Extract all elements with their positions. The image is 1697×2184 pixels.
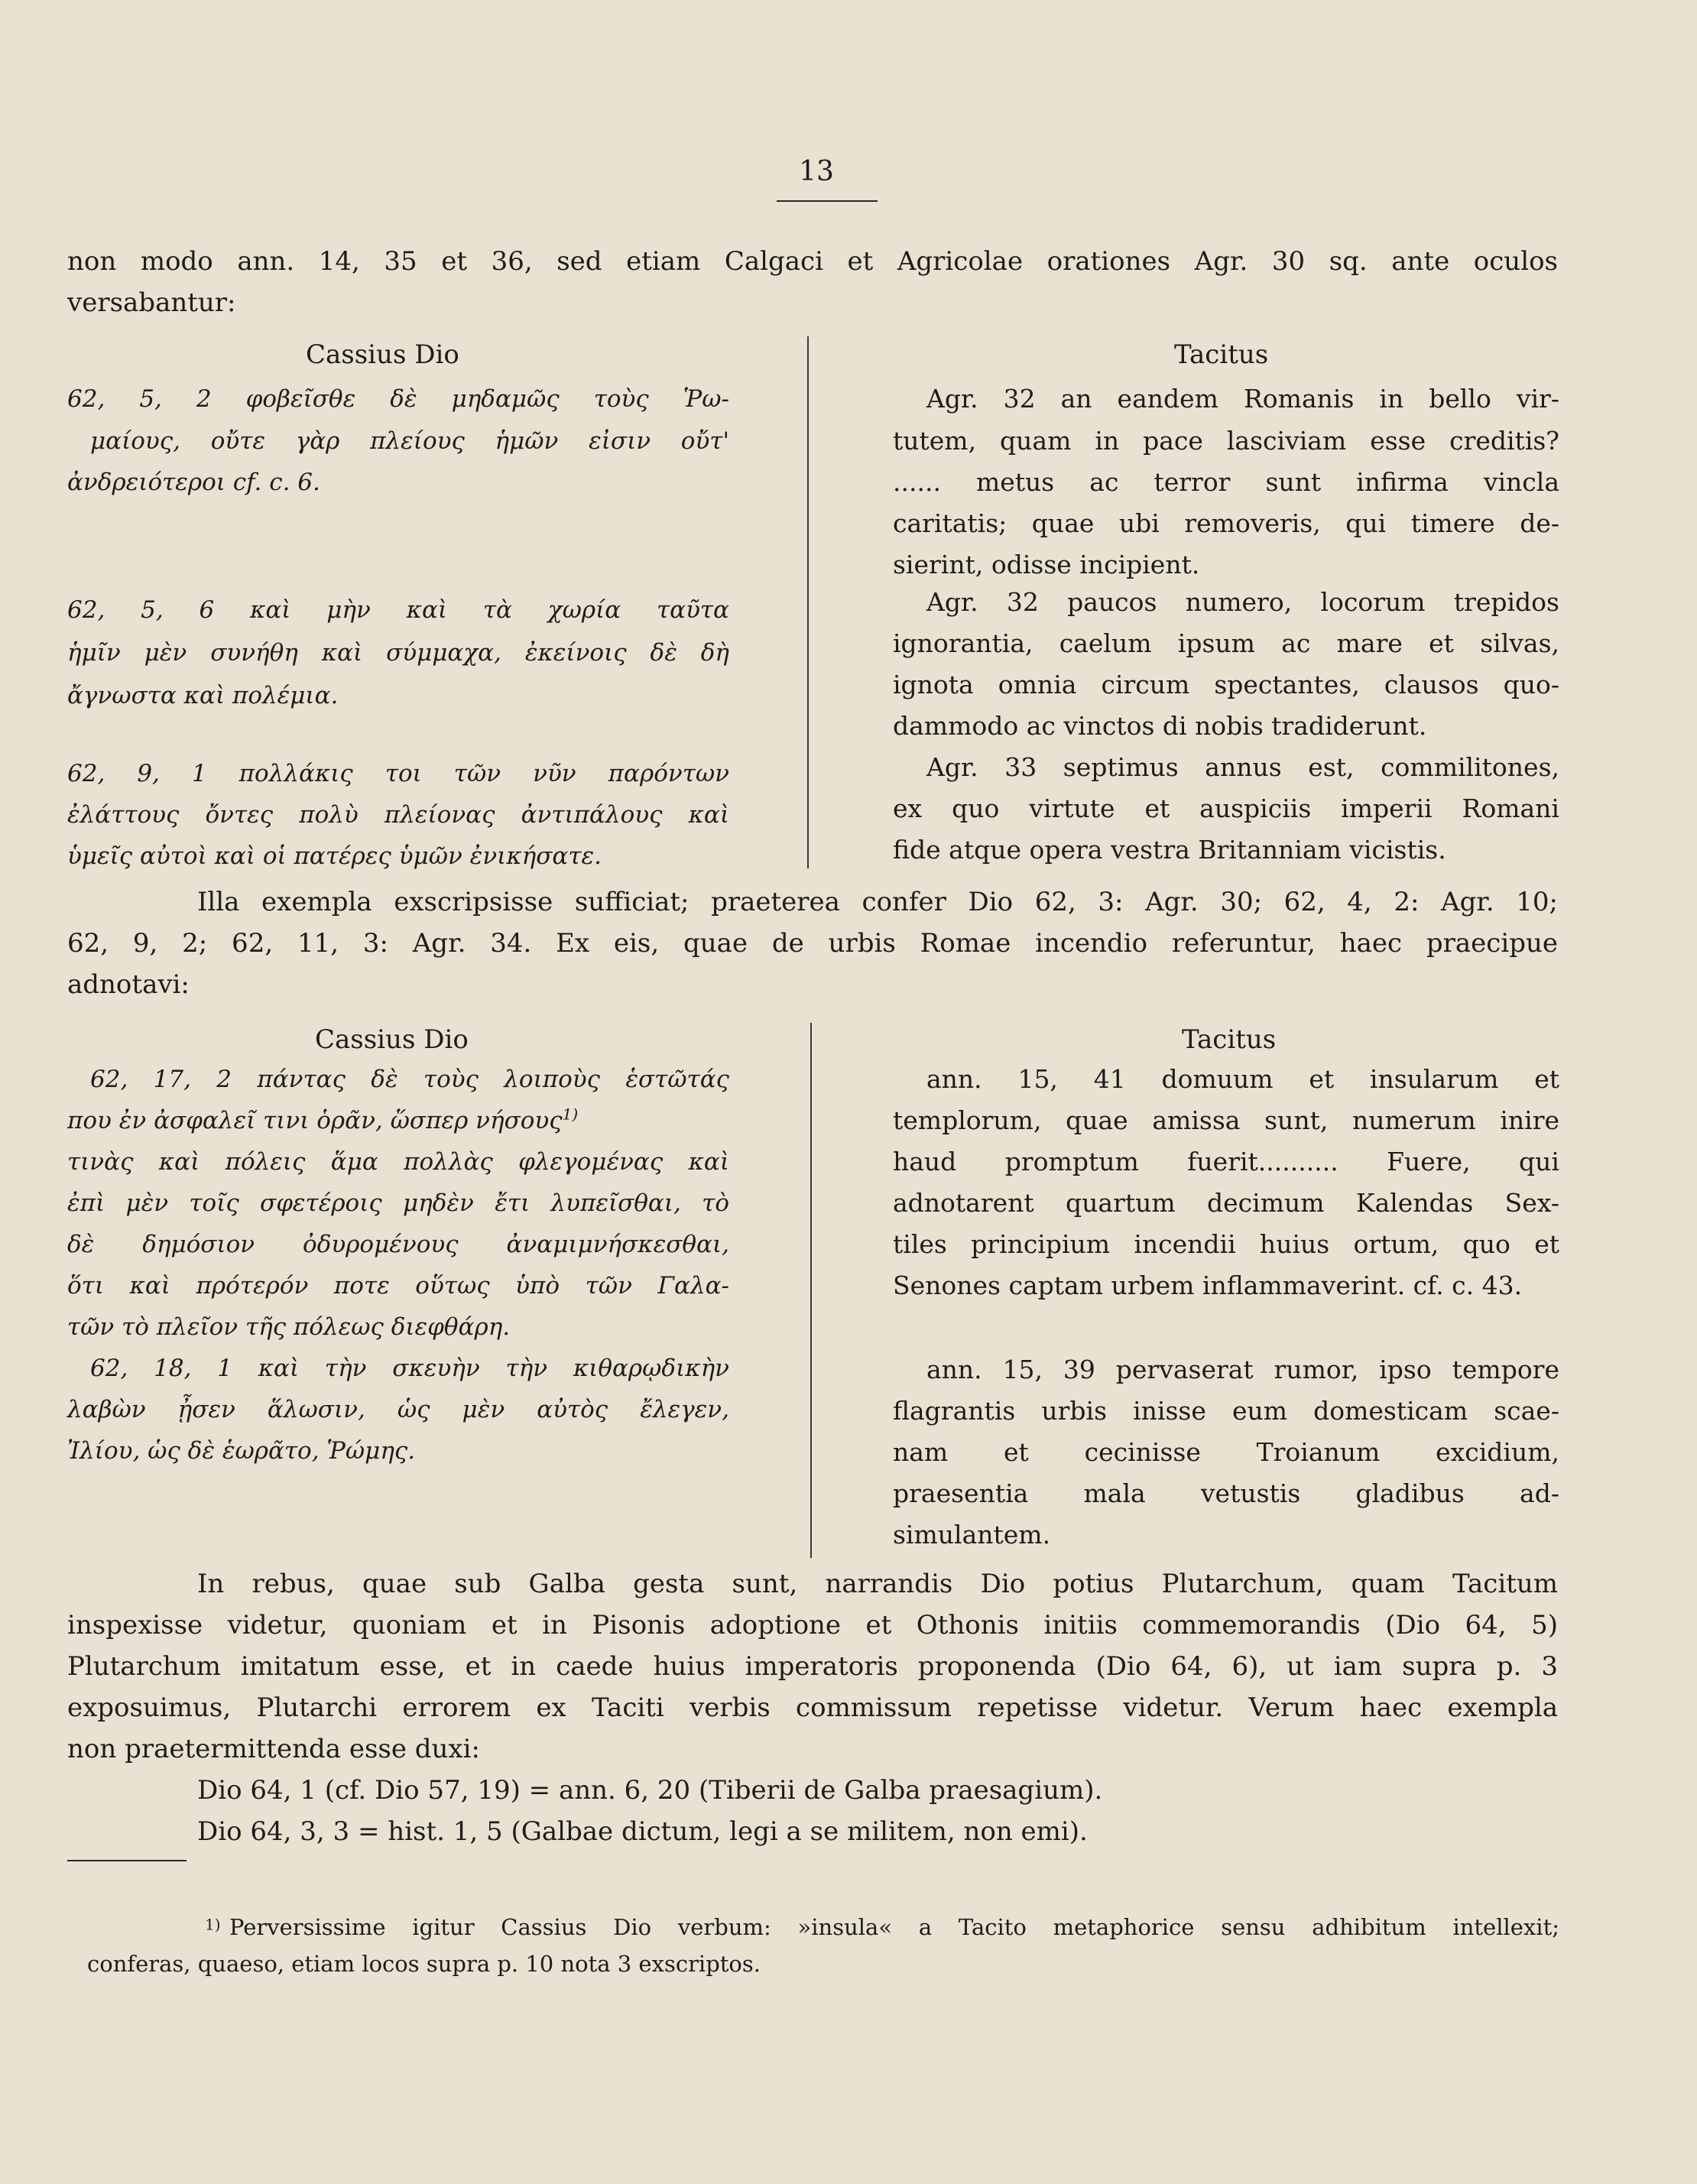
left-heading-dio-2: Cassius Dio (315, 1024, 469, 1055)
intro-line-2: versabantur: (67, 287, 236, 318)
latin-line: tiles principium incendii huius ortum, quo et (893, 1229, 1559, 1259)
footnote-line-2: conferas, quaeso, etiam locos supra p. 10 nota 3 exscriptos. (87, 1951, 761, 1977)
greek-line: τῶν τὸ πλεῖον τῆς πόλεως διεφθάρη. (67, 1313, 511, 1341)
greek-line: 62, 9, 1 πολλάκις τοι τῶν νῦν παρόντων (67, 760, 729, 787)
greek-line: ἐλάττους ὄντες πολὺ πλείονας ἀντιπάλους καὶ (67, 801, 729, 829)
footnote-line-1: Perversissime igitur Cassius Dio verbum: »insula« a Tacito metaphorice sensu adhibitum intellexit; (229, 1914, 1559, 1940)
example-line-1: Dio 64, 1 (cf. Dio 57, 19) = ann. 6, 20 (Tiberii de Galba praesagium). (197, 1775, 1103, 1806)
latin-line: Agr. 32 paucos numero, locorum trepidos (926, 587, 1559, 617)
page-number: 13 (799, 156, 834, 187)
latin-line: templorum, quae amissa sunt, numerum inire (893, 1105, 1559, 1135)
greek-line: μαίους, οὔτε γὰρ πλείους ἡμῶν εἰσιν οὔτ' (90, 427, 729, 455)
column-divider (810, 1023, 812, 1558)
footnote-rule (67, 1860, 187, 1861)
latin-line: caritatis; quae ubi removeris, qui timere de- (893, 508, 1559, 538)
middle-line-1: Illa exempla exscripsisse sufficiat; praeterea confer Dio 62, 3: Agr. 30; 62, 4, 2: Agr. 10; (197, 887, 1558, 917)
column-divider (807, 336, 809, 868)
latin-line: tutem, quam in pace lasciviam esse creditis? (893, 426, 1559, 456)
intro-line-1: non modo ann. 14, 35 et 36, sed etiam Calgaci et Agricolae orationes Agr. 30 sq. ante oculos (67, 246, 1558, 277)
latin-line: dammodo ac vinctos di nobis tradiderunt. (893, 711, 1427, 741)
greek-line: 62, 5, 2 φοβεῖσθε δὲ μηδαμῶς τοὺς Ῥω- (67, 385, 729, 413)
body-line: non praetermittenda esse duxi: (67, 1734, 480, 1764)
latin-line: ignota omnia circum spectantes, clausos quo- (893, 670, 1559, 699)
greek-line: 62, 5, 6 καὶ μὴν καὶ τὰ χωρία ταῦτα (67, 596, 729, 624)
greek-line: δὲ δημόσιον ὀδυρομένους ἀναμιμνήσκεσθαι, (67, 1231, 729, 1258)
greek-line: 62, 18, 1 καὶ τὴν σκευὴν τὴν κιθαρῳδικὴν (90, 1355, 729, 1382)
latin-line: Agr. 32 an eandem Romanis in bello vir- (926, 384, 1559, 414)
greek-line: 62, 17, 2 πάντας δὲ τοὺς λοιποὺς ἑστῶτάς (90, 1066, 729, 1093)
right-heading-tacitus-2: Tacitus (1182, 1024, 1277, 1055)
right-heading-tacitus: Tacitus (1174, 339, 1269, 370)
middle-line-3: adnotavi: (67, 969, 190, 1000)
greek-line: λαβὼν ᾖσεν ἅλωσιν, ὡς μὲν αὐτὸς ἔλεγεν, (67, 1396, 729, 1423)
body-line: In rebus, quae sub Galba gesta sunt, narrandis Dio potius Plutarchum, quam Tacitum (197, 1569, 1558, 1599)
latin-line: haud promptum fuerit.......... Fuere, qui (893, 1147, 1559, 1176)
latin-line: nam et cecinisse Troianum excidium, (893, 1437, 1559, 1467)
example-line-2: Dio 64, 3, 3 = hist. 1, 5 (Galbae dictum, legi a se militem, non emi). (197, 1816, 1088, 1847)
greek-line-with-footnote: που ἐν ἀσφαλεῖ τινι ὁρᾶν, ὥσπερ νήσους$^{1)}$ (67, 1105, 579, 1134)
middle-line-2: 62, 9, 2; 62, 11, 3: Agr. 34. Ex eis, quae de urbis Romae incendio referuntur, haec praecipue (67, 928, 1558, 959)
latin-line: adnotarent quartum decimum Kalendas Sex- (893, 1188, 1559, 1218)
left-heading-dio: Cassius Dio (306, 339, 459, 370)
latin-line: ignorantia, caelum ipsum ac mare et silvas, (893, 628, 1559, 658)
greek-line: ὅτι καὶ πρότερόν ποτε οὕτως ὑπὸ τῶν Γαλα- (67, 1272, 729, 1300)
latin-line: Agr. 33 septimus annus est, commilitones, (926, 752, 1559, 782)
page-number-rule (777, 200, 878, 202)
latin-line: simulantem. (893, 1520, 1051, 1550)
body-line: Plutarchum imitatum esse, et in caede huius imperatoris proponenda (Dio 64, 6), ut iam supra p. 3 (67, 1651, 1558, 1682)
body-line: inspexisse videtur, quoniam et in Pisonis adoptione et Othonis initiis commemorandis (Dio 64, 5) (67, 1610, 1558, 1640)
footnote-marker-bottom: 1) (205, 1915, 221, 1934)
latin-line: Senones captam urbem inflammaverint. cf. c. 43. (893, 1270, 1523, 1300)
greek-line: τινὰς καὶ πόλεις ἅμα πολλὰς φλεγομένας καὶ (67, 1148, 729, 1176)
latin-line: ann. 15, 41 domuum et insularum et (926, 1064, 1559, 1094)
footnote-marker: 1) (562, 1105, 579, 1124)
latin-line: fide atque opera vestra Britanniam vicistis. (893, 835, 1446, 865)
latin-line: sierint, odisse incipient. (893, 550, 1200, 579)
greek-line: ἀνδρειότεροι cf. c. 6. (67, 469, 320, 496)
greek-line: ὑμεῖς αὐτοὶ καὶ οἱ πατέρες ὑμῶν ἐνικήσατε. (67, 842, 602, 870)
latin-line: ...... metus ac terror sunt infirma vincla (893, 467, 1559, 497)
body-line: exposuimus, Plutarchi errorem ex Taciti verbis commissum repetisse videtur. Verum haec exempla (67, 1692, 1558, 1723)
greek-line: ἐπὶ μὲν τοῖς σφετέροις μηδὲν ἔτι λυπεῖσθαι, τὸ (67, 1189, 729, 1217)
latin-line: ex quo virtute et auspiciis imperii Romani (893, 793, 1559, 823)
greek-line: ἡμῖν μὲν συνήθη καὶ σύμμαχα, ἐκείνοις δὲ δὴ (67, 639, 729, 667)
greek-line: Ἰλίου, ὡς δὲ ἑωρᾶτο, Ῥώμης. (67, 1437, 416, 1465)
latin-line: praesentia mala vetustis gladibus ad- (893, 1478, 1559, 1508)
latin-line: ann. 15, 39 pervaserat rumor, ipso tempore (926, 1355, 1559, 1384)
greek-line: ἄγνωστα καὶ πολέμια. (67, 682, 339, 709)
latin-line: flagrantis urbis inisse eum domesticam scae- (893, 1396, 1559, 1426)
